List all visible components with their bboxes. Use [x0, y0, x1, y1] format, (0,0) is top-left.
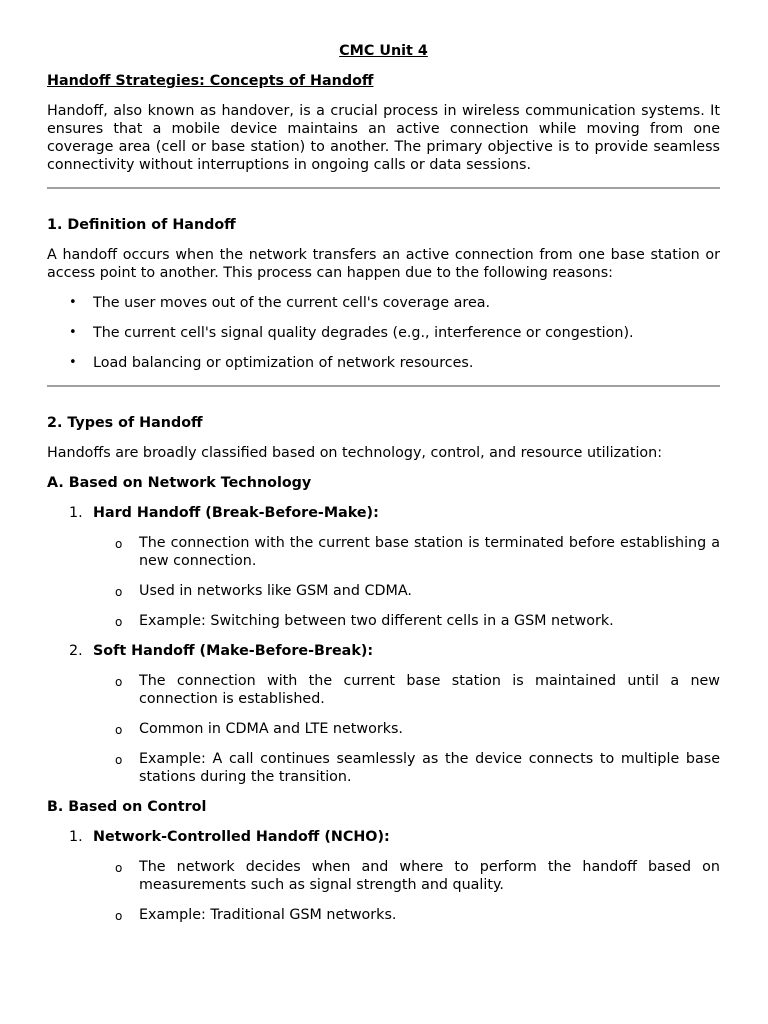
list-item	[47, 324, 720, 342]
sub-list	[93, 858, 720, 924]
sub-bullet-marker: o	[115, 585, 123, 599]
list-number: 1.	[69, 505, 83, 521]
list-number: 2.	[69, 643, 83, 659]
document-title: CMC Unit 4	[339, 43, 428, 59]
subsection-heading-technology: A. Based on Network Technology	[47, 475, 312, 491]
list-item	[47, 828, 720, 924]
sub-bullet-marker: o	[115, 753, 123, 767]
bullet-marker: •	[69, 325, 77, 340]
sub-item-text: Example: Switching between two different cells in a GSM network.	[139, 613, 614, 629]
sub-list-item	[93, 858, 720, 894]
reasons-list	[47, 294, 720, 372]
control-handoff-list	[47, 828, 720, 924]
bullet-marker: •	[69, 355, 77, 370]
sub-list	[93, 534, 720, 630]
sub-bullet-marker: o	[115, 537, 123, 551]
document-body	[47, 42, 720, 924]
item-label: Hard Handoff (Break-Before-Make):	[93, 505, 379, 521]
list-item	[47, 642, 720, 786]
sub-list-item	[93, 534, 720, 570]
sub-item-text: Example: Traditional GSM networks.	[139, 907, 397, 923]
sub-list	[93, 672, 720, 786]
section-heading-types: 2. Types of Handoff	[47, 415, 203, 431]
sub-item-text: Used in networks like GSM and CDMA.	[139, 583, 412, 599]
types-paragraph: Handoffs are broadly classified based on technology, control, and resource utilization:	[47, 445, 663, 461]
section-heading-definition: 1. Definition of Handoff	[47, 217, 236, 233]
sub-list-item	[93, 720, 720, 738]
section-divider	[47, 187, 720, 189]
sub-list-item	[93, 612, 720, 630]
technology-handoff-list	[47, 504, 720, 786]
sub-item-text: The network decides when and where to perform the handoff based on measurements such as signal strength and quality.	[139, 859, 720, 893]
subsection-heading-control: B. Based on Control	[47, 799, 207, 815]
sub-list-item	[93, 582, 720, 600]
intro-paragraph: Handoff, also known as handover, is a crucial process in wireless communication systems. It ensures that a mobile device maintains an active connection while moving from one coverage area (cell or base station) to another. The primary objective is to provide seamless connectivity without interruptions in ongoing calls or data sessions.	[47, 103, 720, 173]
section-divider	[47, 385, 720, 387]
list-item	[47, 354, 720, 372]
document-subtitle: Handoff Strategies: Concepts of Handoff	[47, 73, 374, 89]
sub-item-text: Example: A call continues seamlessly as the device connects to multiple base stations during the transition.	[139, 751, 720, 785]
sub-list-item	[93, 750, 720, 786]
definition-paragraph: A handoff occurs when the network transfers an active connection from one base station or access point to another. This process can happen due to the following reasons:	[47, 247, 720, 281]
bullet-marker: •	[69, 295, 77, 310]
sub-item-text: Common in CDMA and LTE networks.	[139, 721, 403, 737]
list-item	[47, 294, 720, 312]
list-item-text: Load balancing or optimization of network resources.	[93, 355, 474, 371]
list-item-text: The current cell's signal quality degrades (e.g., interference or congestion).	[93, 325, 634, 341]
sub-bullet-marker: o	[115, 615, 123, 629]
sub-list-item	[93, 906, 720, 924]
sub-item-text: The connection with the current base station is terminated before establishing a new connection.	[139, 535, 720, 569]
sub-bullet-marker: o	[115, 675, 123, 689]
item-label: Network-Controlled Handoff (NCHO):	[93, 829, 390, 845]
sub-bullet-marker: o	[115, 723, 123, 737]
sub-item-text: The connection with the current base station is maintained until a new connection is established.	[139, 673, 720, 707]
sub-bullet-marker: o	[115, 861, 123, 875]
list-number: 1.	[69, 829, 83, 845]
item-label: Soft Handoff (Make-Before-Break):	[93, 643, 374, 659]
list-item	[47, 504, 720, 630]
sub-bullet-marker: o	[115, 909, 123, 923]
list-item-text: The user moves out of the current cell's coverage area.	[93, 295, 491, 311]
sub-list-item	[93, 672, 720, 708]
